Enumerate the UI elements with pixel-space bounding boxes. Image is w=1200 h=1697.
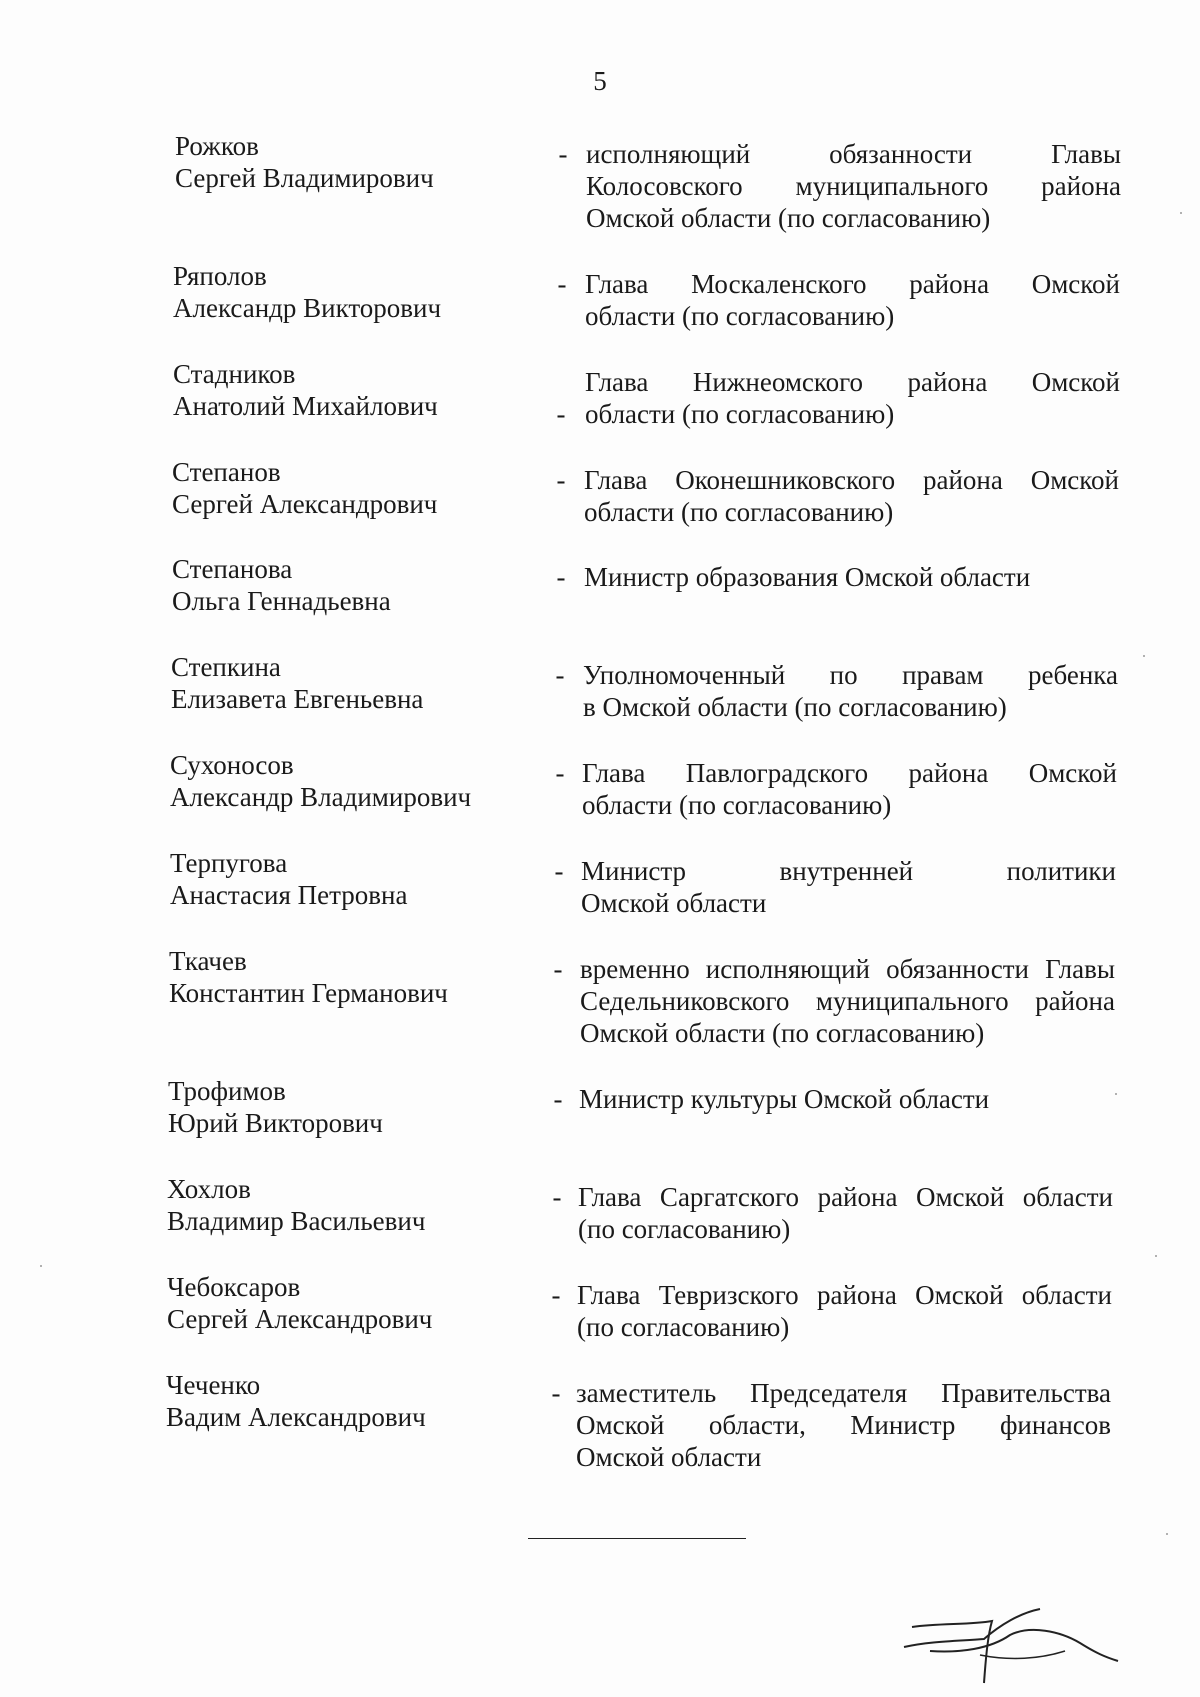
dash-separator: - — [553, 1084, 563, 1114]
end-rule — [528, 1538, 746, 1539]
description-line: Глава Павлоградского района Омской — [582, 758, 1117, 788]
surname: Сухоносов — [170, 750, 294, 780]
surname: Степанов — [172, 457, 281, 487]
position-description — [583, 659, 1118, 723]
dash-separator: - — [556, 465, 566, 495]
position-description — [586, 138, 1121, 234]
description-line: области (по согласованию) — [582, 790, 892, 820]
position-description — [584, 561, 1119, 593]
description-line: Глава Нижнеомского района Омской — [585, 367, 1120, 397]
given-name: Елизавета Евгеньевна — [171, 684, 424, 714]
position-description — [584, 464, 1119, 528]
given-name: Вадим Александрович — [166, 1402, 426, 1432]
description-line: временно исполняющий обязанности Главы — [580, 954, 1115, 984]
member-name — [175, 130, 555, 194]
position-description — [581, 855, 1116, 919]
scan-speck — [1155, 1255, 1157, 1257]
surname: Хохлов — [167, 1174, 251, 1204]
description-line: (по согласованию) — [578, 1214, 791, 1244]
position-description — [577, 1279, 1112, 1343]
scan-speck — [1143, 655, 1145, 657]
dash-separator: - — [556, 399, 566, 429]
description-line: области (по согласованию) — [584, 497, 894, 527]
surname: Степанова — [172, 554, 293, 584]
given-name: Ольга Геннадьевна — [172, 586, 391, 616]
surname: Степкина — [171, 652, 281, 682]
position-description — [585, 268, 1120, 332]
description-line: Министр культуры Омской области — [579, 1084, 990, 1114]
description-line: Глава Оконешниковского района Омской — [584, 465, 1119, 495]
member-name — [170, 749, 550, 813]
description-line: Седельниковского муниципального района — [580, 986, 1115, 1016]
position-description — [580, 953, 1115, 1049]
given-name: Сергей Александрович — [167, 1304, 433, 1334]
member-name — [170, 847, 550, 911]
given-name: Константин Германович — [169, 978, 448, 1008]
given-name: Юрий Викторович — [168, 1108, 383, 1138]
scan-speck — [1166, 1533, 1168, 1535]
given-name: Владимир Васильевич — [167, 1206, 426, 1236]
scan-speck — [1180, 212, 1182, 214]
description-line: Министр образования Омской области — [584, 562, 1031, 592]
given-name: Сергей Александрович — [172, 489, 438, 519]
signature — [900, 1595, 1125, 1690]
dash-separator: - — [553, 954, 563, 984]
dash-separator: - — [554, 856, 564, 886]
surname: Терпугова — [170, 848, 288, 878]
given-name: Александр Владимирович — [170, 782, 472, 812]
position-description — [585, 366, 1120, 430]
description-line: Глава Москаленского района Омской — [585, 269, 1120, 299]
page-number: 5 — [593, 66, 607, 96]
member-name — [169, 945, 549, 1009]
surname: Трофимов — [168, 1076, 286, 1106]
member-name — [173, 260, 553, 324]
description-line: исполняющий обязанности Главы — [586, 139, 1121, 169]
dash-separator: - — [558, 139, 568, 169]
given-name: Александр Викторович — [173, 293, 442, 323]
position-description — [579, 1083, 1114, 1115]
scan-speck — [40, 1265, 42, 1267]
member-name — [171, 651, 551, 715]
dash-separator: - — [555, 660, 565, 690]
member-name — [168, 1075, 548, 1139]
description-line: (по согласованию) — [577, 1312, 790, 1342]
position-description — [576, 1377, 1111, 1473]
dash-separator: - — [552, 1182, 562, 1212]
given-name: Анастасия Петровна — [170, 880, 408, 910]
description-line: Омской области (по согласованию) — [586, 203, 991, 233]
description-line: Уполномоченный по правам ребенка — [583, 660, 1118, 690]
description-line: области (по согласованию) — [585, 399, 895, 429]
member-name — [167, 1173, 547, 1237]
member-name — [167, 1271, 547, 1335]
member-name — [166, 1369, 546, 1433]
member-name — [172, 553, 552, 617]
dash-separator: - — [557, 269, 567, 299]
surname: Стадников — [173, 359, 296, 389]
surname: Ряполов — [173, 261, 267, 291]
surname: Чебоксаров — [167, 1272, 301, 1302]
dash-separator: - — [556, 562, 566, 592]
dash-separator: - — [555, 758, 565, 788]
description-line: Колосовского муниципального района — [586, 171, 1121, 201]
description-line: Омской области — [581, 888, 767, 918]
position-description — [582, 757, 1117, 821]
surname: Чеченко — [166, 1370, 261, 1400]
description-line: области (по согласованию) — [585, 301, 895, 331]
description-line: Омской области (по согласованию) — [580, 1018, 985, 1048]
description-line: в Омской области (по согласованию) — [583, 692, 1007, 722]
description-line: Министр внутренней политики — [581, 856, 1116, 886]
dash-separator: - — [551, 1378, 561, 1408]
given-name: Анатолий Михайлович — [173, 391, 438, 421]
description-line: Глава Тевризского района Омской области — [577, 1280, 1112, 1310]
given-name: Сергей Владимирович — [175, 163, 434, 193]
member-name — [173, 358, 553, 422]
description-line: заместитель Председателя Правительства — [576, 1378, 1111, 1408]
surname: Ткачев — [169, 946, 247, 976]
description-line: Омской области — [576, 1442, 762, 1472]
dash-separator: - — [551, 1280, 561, 1310]
surname: Рожков — [175, 131, 259, 161]
description-line: Глава Саргатского района Омской области — [578, 1182, 1113, 1212]
scan-speck — [1115, 1093, 1117, 1095]
description-line: Омской области, Министр финансов — [576, 1410, 1111, 1440]
position-description — [578, 1181, 1113, 1245]
member-name — [172, 456, 552, 520]
